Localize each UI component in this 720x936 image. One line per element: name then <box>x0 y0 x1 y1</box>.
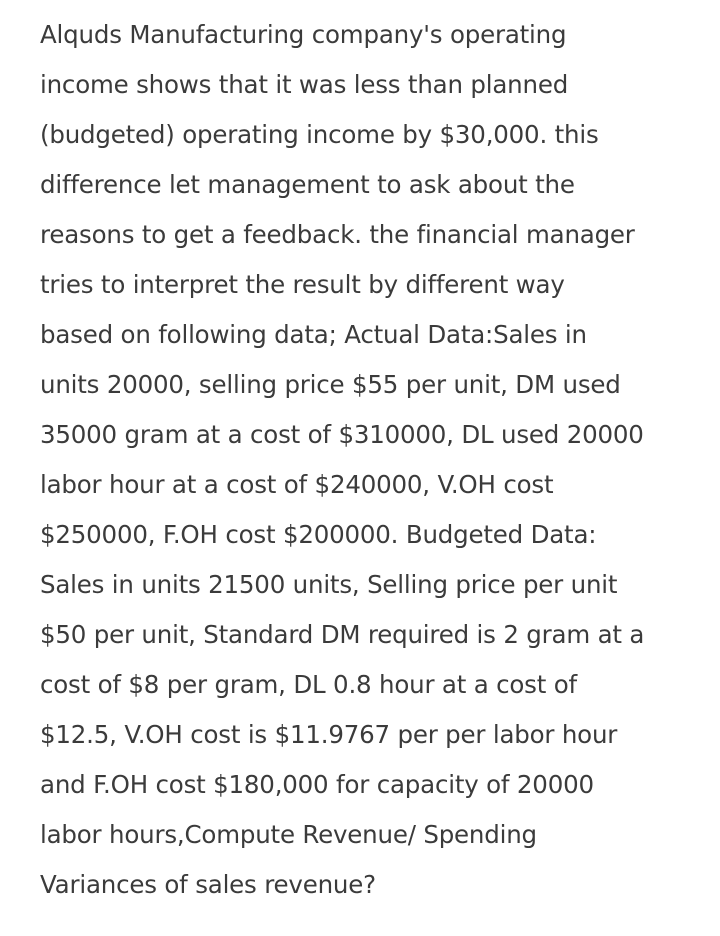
question-line: difference let management to ask about the <box>40 170 575 199</box>
question-line: Alquds Manufacturing company's operating <box>40 20 567 49</box>
question-line: tries to interpret the result by different way <box>40 270 565 299</box>
question-line: $12.5, V.OH cost is $11.9767 per per labor hour <box>40 720 618 749</box>
question-line: reasons to get a feedback. the financial manager <box>40 220 635 249</box>
question-line: Sales in units 21500 units, Selling price per unit <box>40 570 618 599</box>
question-line: Variances of sales revenue? <box>40 870 376 899</box>
question-line: $250000, F.OH cost $200000. Budgeted Data: <box>40 520 597 549</box>
question-line: cost of $8 per gram, DL 0.8 hour at a cost of <box>40 670 577 699</box>
question-line: 35000 gram at a cost of $310000, DL used 20000 <box>40 420 644 449</box>
question-line: labor hour at a cost of $240000, V.OH cost <box>40 470 554 499</box>
question-line: $50 per unit, Standard DM required is 2 gram at a <box>40 620 645 649</box>
question-line: (budgeted) operating income by $30,000. this <box>40 120 599 149</box>
question-line: income shows that it was less than planned <box>40 70 569 99</box>
question-text <box>40 10 700 910</box>
question-line: and F.OH cost $180,000 for capacity of 20000 <box>40 770 594 799</box>
question-line: labor hours,Compute Revenue/ Spending <box>40 820 537 849</box>
question-line: based on following data; Actual Data:Sales in <box>40 320 587 349</box>
question-line: units 20000, selling price $55 per unit, DM used <box>40 370 621 399</box>
